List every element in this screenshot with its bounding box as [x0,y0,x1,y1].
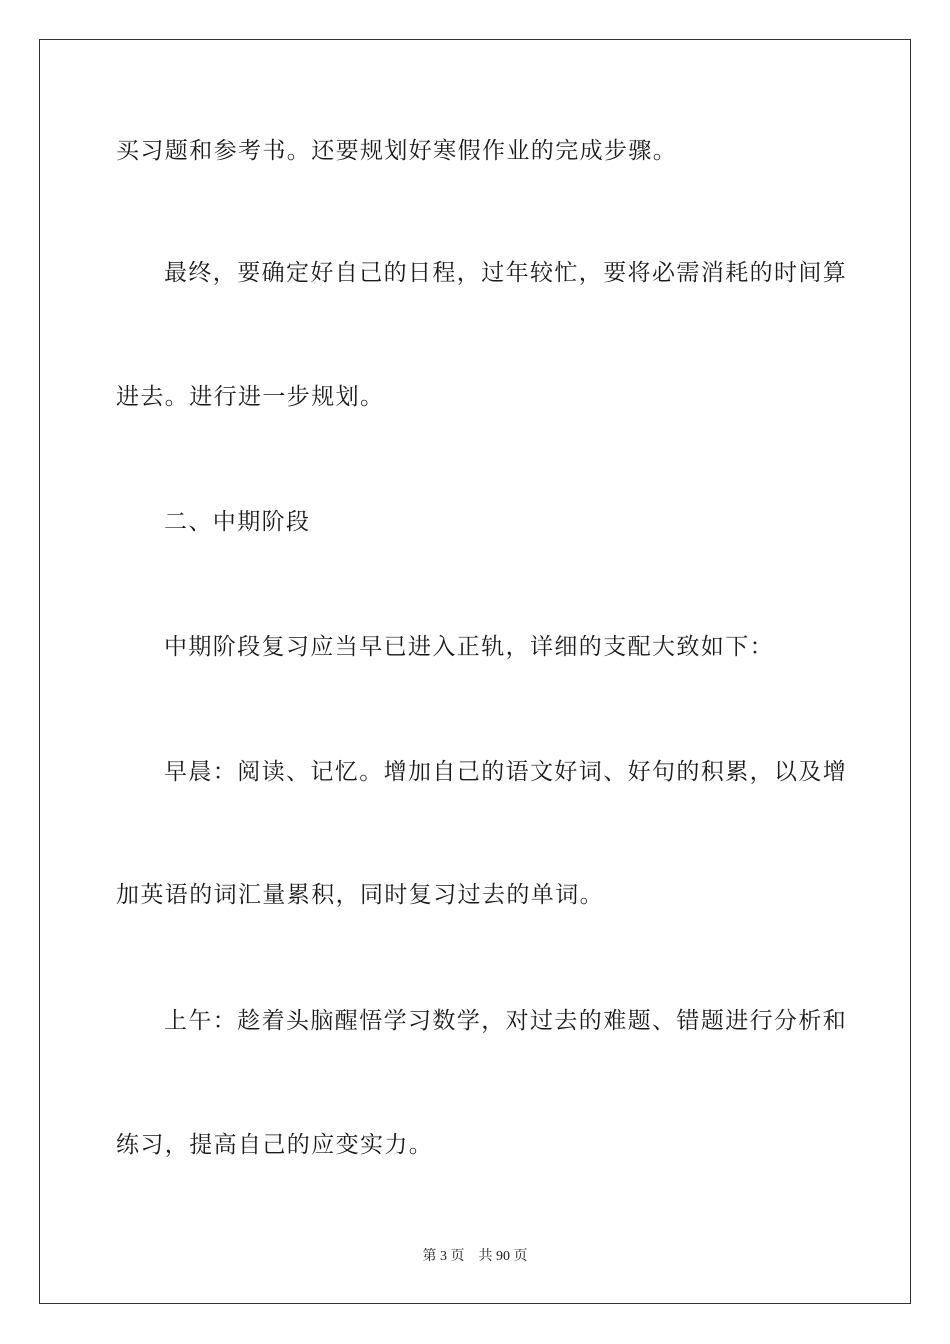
body-text-line: 上午：趁着头脑醒悟学习数学，对过去的难题、错题进行分析和 [164,1008,848,1034]
body-text-line: 买习题和参考书。还要规划好寒假作业的完成步骤。 [116,138,678,164]
section-heading: 二、中期阶段 [164,509,311,535]
page-border [39,39,911,1304]
body-text-line: 早晨：阅读、记忆。增加自己的语文好词、好句的积累，以及增 [164,759,848,785]
page-total: 共 90 页 [478,1249,528,1264]
page-footer [0,1245,950,1265]
body-text-line: 最终，要确定好自己的日程，过年较忙，要将必需消耗的时间算 [164,260,848,286]
body-text-line: 进去。进行进一步规划。 [116,384,385,410]
body-text-line: 中期阶段复习应当早已进入正轨，详细的支配大致如下： [164,634,774,660]
body-text-line: 练习，提高自己的应变实力。 [116,1132,434,1158]
page-number: 第 3 页 [422,1249,465,1264]
body-text-line: 加英语的词汇量累积，同时复习过去的单词。 [116,882,604,908]
